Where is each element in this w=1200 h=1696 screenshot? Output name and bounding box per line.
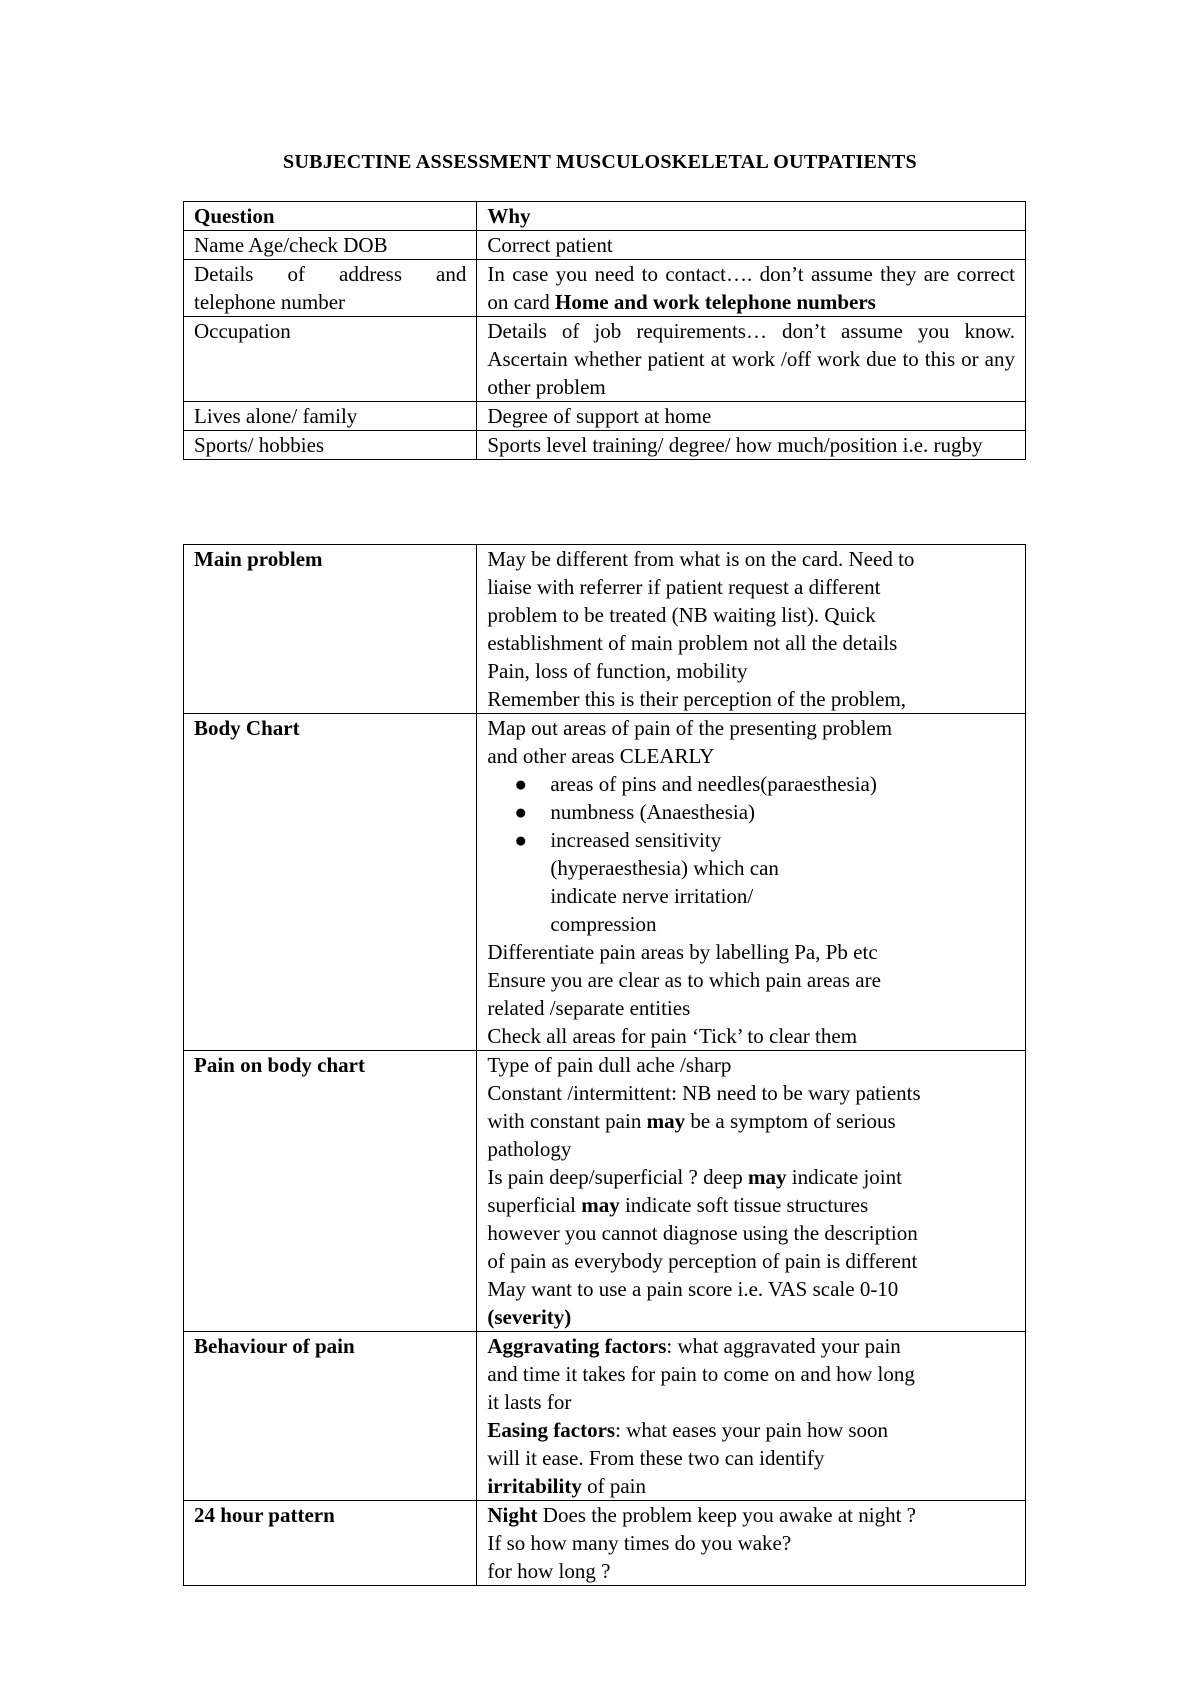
table-row [184,317,1026,402]
bullet-icon: ● [514,800,528,824]
table-row [184,231,1026,260]
text-line: Check all areas for pain ‘Tick’ to clear them [487,1024,858,1048]
text-fragment: Is pain deep/superficial ? deep [487,1165,748,1189]
list-item-text: numbness (Anaesthesia) [550,800,756,824]
column-header-why: Why [477,202,1026,231]
list-item-text: increased sensitivity (hyperaesthesia) which can indicate nerve irritation/ compression [550,828,779,936]
question-cell: Sports/ hobbies [184,431,477,460]
text-line: problem to be treated (NB waiting list). Quick [487,603,876,627]
main-problem-cell [477,545,1026,714]
text-line: liaise with referrer if patient request a different [487,575,881,599]
question-cell: Lives alone/ family [184,402,477,431]
text-line [487,1191,1015,1219]
text-line: Type of pain dull ache /sharp [487,1053,732,1077]
text-line: Differentiate pain areas by labelling Pa, Pb etc [487,940,878,964]
row-label-body-chart: Body Chart [184,714,477,1051]
question-cell: Details of address and telephone number [184,260,477,317]
text-line [487,1332,1015,1360]
why-cell: Sports level training/ degree/ how much/position i.e. rugby [477,431,1026,460]
text-line: Ensure you are clear as to which pain areas are [487,968,881,992]
text-fragment: indicate soft tissue structures [619,1193,869,1217]
why-cell [477,260,1026,317]
row-label-pain-on-body-chart: Pain on body chart [184,1051,477,1332]
text-fragment-bold: Night [487,1503,538,1527]
text-fragment-bold: may [646,1109,686,1133]
why-cell: Details of job requirements… don’t assume you know. Ascertain whether patient at work /off work due to this or any other problem [477,317,1026,402]
text-line: establishment of main problem not all the details [487,631,898,655]
why-cell: Correct patient [477,231,1026,260]
body-chart-bullet-list [487,770,1015,938]
text-fragment: of pain [581,1474,646,1498]
text-fragment: be a symptom of serious [685,1109,896,1133]
table-row [184,402,1026,431]
pain-on-body-chart-cell [477,1051,1026,1332]
table-row [184,260,1026,317]
text-fragment: with constant pain [487,1109,647,1133]
table-row [184,714,1026,1051]
text-fragment-bold: Easing factors [487,1418,616,1442]
table-row [184,1332,1026,1501]
list-item-text: areas of pins and needles(paraesthesia) [550,772,877,796]
assessment-table [183,544,1026,1586]
text-line [487,1107,1015,1135]
question-cell: Name Age/check DOB [184,231,477,260]
text-fragment: superficial [487,1193,582,1217]
column-header-question: Question [184,202,477,231]
bullet-icon: ● [514,828,528,852]
text-fragment: : what eases your pain how soon [615,1418,889,1442]
question-cell: Occupation [184,317,477,402]
table-header-row [184,202,1026,231]
text-line: and time it takes for pain to come on and how long [487,1362,915,1386]
text-line [487,1416,1015,1444]
text-line: however you cannot diagnose using the description [487,1221,918,1245]
why-text-bold: Home and work telephone numbers [554,290,876,314]
table-row [184,1501,1026,1586]
text-line: for how long ? [487,1559,611,1583]
text-fragment-bold: may [581,1193,620,1217]
behaviour-of-pain-cell [477,1332,1026,1501]
row-label-main-problem: Main problem [184,545,477,714]
text-line: Map out areas of pain of the presenting problem [487,716,893,740]
text-line: May be different from what is on the card. Need to [487,547,915,571]
list-item [514,770,1015,798]
text-fragment: indicate joint [786,1165,902,1189]
body-chart-cell [477,714,1026,1051]
text-line [487,1501,1015,1529]
text-line: it lasts for [487,1390,572,1414]
text-fragment-bold: irritability [487,1474,582,1498]
text-line: Pain, loss of function, mobility [487,659,748,683]
why-text: In case you need to contact…. don’t assume they are correct on card [487,262,1015,314]
text-fragment: : what aggravated your pain [666,1334,901,1358]
table-row [184,431,1026,460]
text-line: Remember this is their perception of the problem, [487,687,907,711]
list-item [514,826,850,938]
table-row [184,1051,1026,1332]
text-line: of pain as everybody perception of pain is different [487,1249,918,1273]
text-line [487,1163,1015,1191]
text-fragment: Does the problem keep you awake at night ? [537,1503,916,1527]
text-fragment-bold: may [747,1165,787,1189]
list-item [514,798,1015,826]
text-line: May want to use a pain score i.e. VAS scale 0-10 [487,1277,899,1301]
page-title: SUBJECTINE ASSESSMENT MUSCULOSKELETAL OUTPATIENTS [283,151,917,173]
questions-table [183,201,1026,460]
text-line: If so how many times do you wake? [487,1531,792,1555]
text-line [487,1472,1015,1500]
text-line: will it ease. From these two can identify [487,1446,825,1470]
text-line-bold: (severity) [487,1305,572,1329]
text-line: and other areas CLEARLY [487,744,715,768]
text-line: Constant /intermittent: NB need to be wary patients [487,1081,921,1105]
why-cell: Degree of support at home [477,402,1026,431]
row-label-behaviour-of-pain: Behaviour of pain [184,1332,477,1501]
table-row [184,545,1026,714]
text-fragment-bold: Aggravating factors [487,1334,667,1358]
row-label-24-hour-pattern: 24 hour pattern [184,1501,477,1586]
bullet-icon: ● [514,772,528,796]
hour-pattern-cell [477,1501,1026,1586]
text-line: pathology [487,1137,572,1161]
text-line: related /separate entities [487,996,691,1020]
